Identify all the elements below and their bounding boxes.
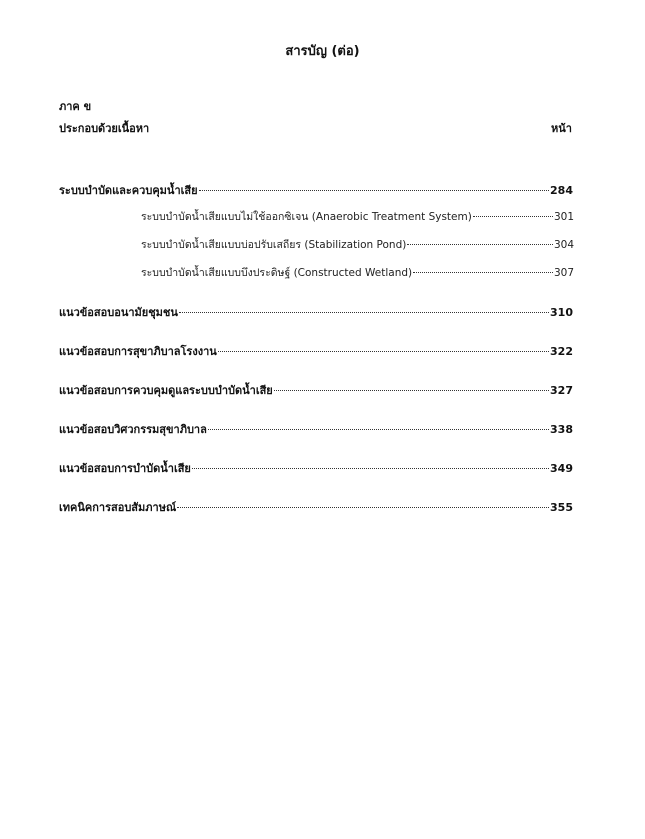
dot-leader <box>199 190 549 191</box>
toc-entry-title: แนวข้อสอบการควบคุมดูแลระบบบำบัดน้ำเสีย <box>59 384 273 397</box>
toc-entry-treatment-system-control <box>59 381 573 399</box>
dot-leader <box>413 272 553 273</box>
toc-entry-page: 355 <box>550 501 573 514</box>
toc-entry-interview-techniques <box>59 498 573 516</box>
toc-entry-page: 307 <box>553 267 574 279</box>
toc-entry-title: แนวข้อสอบการสุขาภิบาลโรงงาน <box>59 345 217 358</box>
toc-entry-title: ระบบบำบัดน้ำเสียแบบบ่อปรับเสถียร (Stabilization Pond) <box>141 239 407 251</box>
toc-entry-title: แนวข้อสอบการบำบัดน้ำเสีย <box>59 462 191 475</box>
toc-subentry-anaerobic <box>141 208 574 225</box>
toc-entry-page: 301 <box>553 211 574 223</box>
toc-entry-page: 304 <box>553 239 574 251</box>
toc-subentry-stabilization-pond <box>141 236 574 253</box>
dot-leader <box>473 216 553 217</box>
toc-entry-factory-sanitation <box>59 342 573 360</box>
toc-entry-title: ระบบบำบัดและควบคุมน้ำเสีย <box>59 184 198 197</box>
toc-entry-title: แนวข้อสอบอนามัยชุมชน <box>59 306 178 319</box>
toc-subentry-constructed-wetland <box>141 264 574 281</box>
dot-leader <box>177 507 549 508</box>
toc-entry-page: 327 <box>550 384 573 397</box>
dot-leader <box>192 468 549 469</box>
dot-leader <box>407 244 553 245</box>
toc-entry-title: เทคนิคการสอบสัมภาษณ์ <box>59 501 177 514</box>
page-column-label: หน้า <box>551 122 572 135</box>
toc-entry-wastewater-exam <box>59 459 573 477</box>
dot-leader <box>179 312 549 313</box>
toc-entry-page: 322 <box>550 345 573 358</box>
dot-leader <box>274 390 549 391</box>
dot-leader <box>208 429 549 430</box>
contents-label: ประกอบด้วยเนื้อหา <box>59 122 150 135</box>
toc-entry-page: 310 <box>550 306 573 319</box>
dot-leader <box>218 351 549 352</box>
page-title: สารบัญ (ต่อ) <box>285 44 360 59</box>
toc-entry-wastewater-treatment <box>59 181 573 199</box>
part-label: ภาค ข <box>59 100 92 113</box>
toc-entry-title: แนวข้อสอบวิศวกรรมสุขาภิบาล <box>59 423 207 436</box>
toc-entry-community-health <box>59 303 573 321</box>
toc-entry-title: ระบบบำบัดน้ำเสียแบบไม่ใช้ออกซิเจน (Anaerobic Treatment System) <box>141 211 472 223</box>
toc-entry-sanitary-engineering <box>59 420 573 438</box>
toc-entry-page: 284 <box>550 184 573 197</box>
toc-entry-page: 338 <box>550 423 573 436</box>
toc-entry-title: ระบบบำบัดน้ำเสียแบบบึงประดิษฐ์ (Constructed Wetland) <box>141 267 413 279</box>
toc-entry-page: 349 <box>550 462 573 475</box>
